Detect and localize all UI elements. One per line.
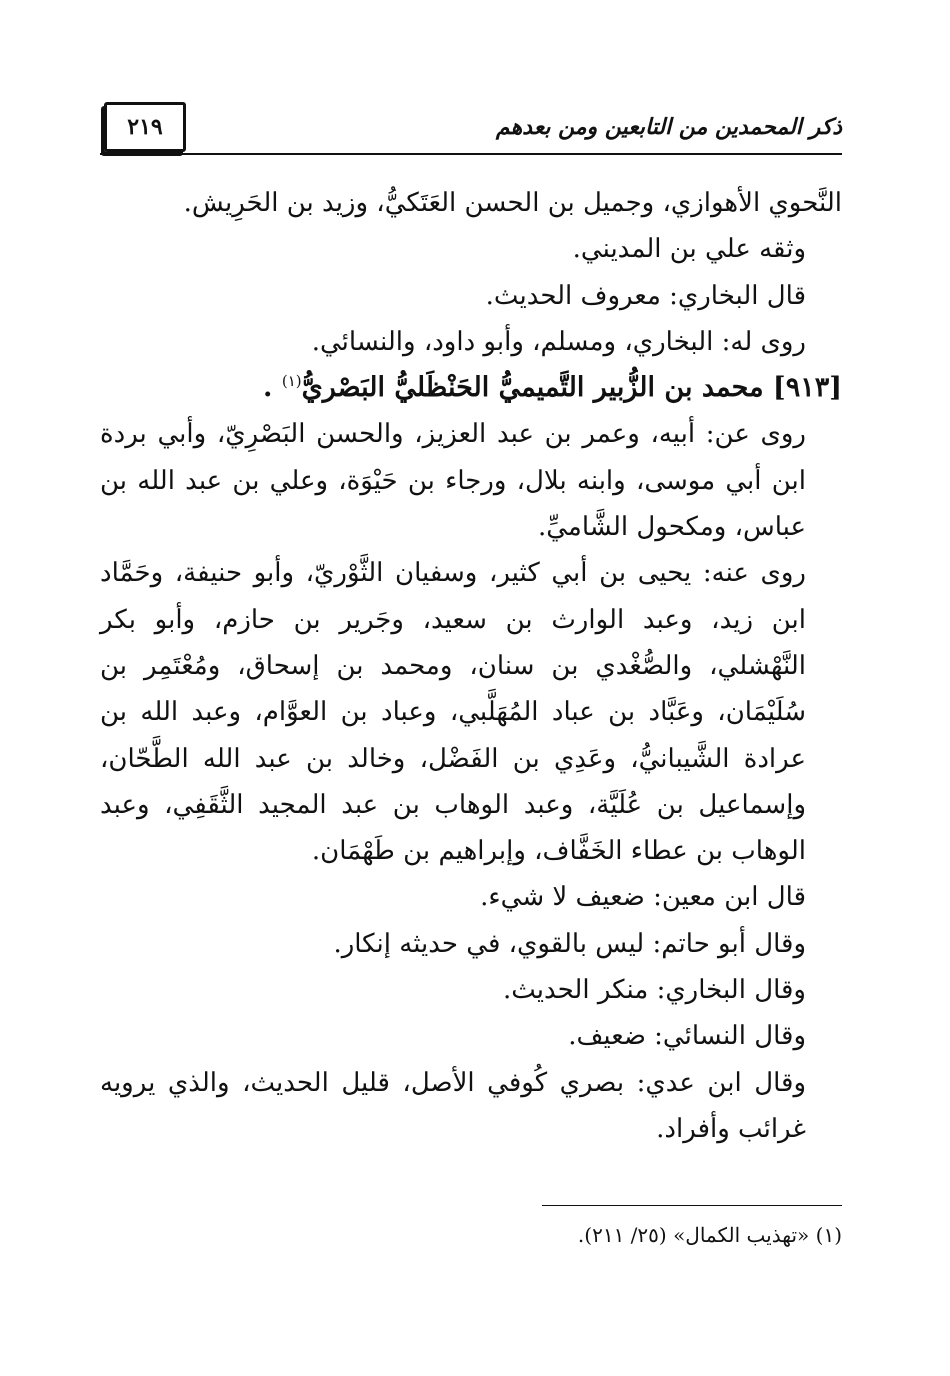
paragraph-rawa-lahu: روى له: البخاري، ومسلم، وأبو داود، والنسائي. xyxy=(311,326,806,357)
paragraph-rawa-an: روى عن: أبيه، وعمر بن عبد العزيز، والحسن البَصْرِيّ، وأبي بردة ابن أبي موسى، وابنه بلال، ورجاء بن حَيْوَة، وعلي بن عبد الله بن عباس، ومكحول الشَّاميِّ. xyxy=(100,419,806,543)
footnotes xyxy=(100,1218,842,1252)
entry-title-end: . xyxy=(263,372,273,404)
entry-title-text: [٩١٣] محمد بن الزُّبير التَّميميُّ الحَنْظَليُّ البَصْريُّ xyxy=(301,372,842,404)
paragraph-bukhari-2: وقال البخاري: منكر الحديث. xyxy=(502,975,806,1006)
main-text xyxy=(100,180,842,1152)
paragraph-ibn-adi: وقال ابن عدي: بصري كُوفي الأصل، قليل الحديث، والذي يرويه غرائب وأفراد. xyxy=(100,1067,806,1144)
paragraph-bukhari: قال البخاري: معروف الحديث. xyxy=(485,280,806,311)
paragraph-rawa-anhu: روى عنه: يحيى بن أبي كثير، وسفيان الثَّوْريّ، وأبو حنيفة، وحَمَّاد ابن زيد، وعبد الوارث بن سعيد، وجَرير بن حازم، وأبو بكر النَّهْشلي، والصُّغْدي بن سنان، ومحمد بن إسحاق، ومُعْتَمِر بن سُلَيْمَان، وعَبَّاد بن عباد المُهَلَّبي، وعباد بن العوَّام، وعبد الله بن عرادة الشَّيبانيُّ، وعَدِي بن الفَضْل، وخالد بن عبد الله الطَّحّان، وإسماعيل بن عُلَيَّة، وعبد الوهاب بن عبد المجيد الثَّقَفِي، وعبد الوهاب بن عطاء الخَفَّاف، وإبراهيم بن طَهْمَان. xyxy=(100,558,806,867)
entry-title xyxy=(100,365,842,411)
paragraph-ibn-main: قال ابن معين: ضعيف لا شيء. xyxy=(480,882,806,913)
footnote-rule xyxy=(542,1205,842,1206)
page-header xyxy=(100,100,842,158)
footnote-reference: (١) xyxy=(281,372,302,391)
page-number: ٢١٩ xyxy=(104,102,186,152)
paragraph-nasai: وقال النسائي: ضعيف. xyxy=(568,1021,806,1052)
running-head: ذكر المحمدين من التابعين ومن بعدهم xyxy=(495,114,842,140)
footnote-1: (١) «تهذيب الكمال» (٢٥/ ٢١١). xyxy=(577,1223,842,1247)
paragraph-tawthiq: وثقه علي بن المديني. xyxy=(572,234,806,265)
paragraph-continuation: النَّحوي الأهوازي، وجميل بن الحسن العَتَكيُّ، وزيد بن الحَرِيش. xyxy=(183,188,842,218)
header-rule xyxy=(100,153,842,155)
paragraph-abu-hatim: وقال أبو حاتم: ليس بالقوي، في حديثه إنكار. xyxy=(333,928,806,959)
